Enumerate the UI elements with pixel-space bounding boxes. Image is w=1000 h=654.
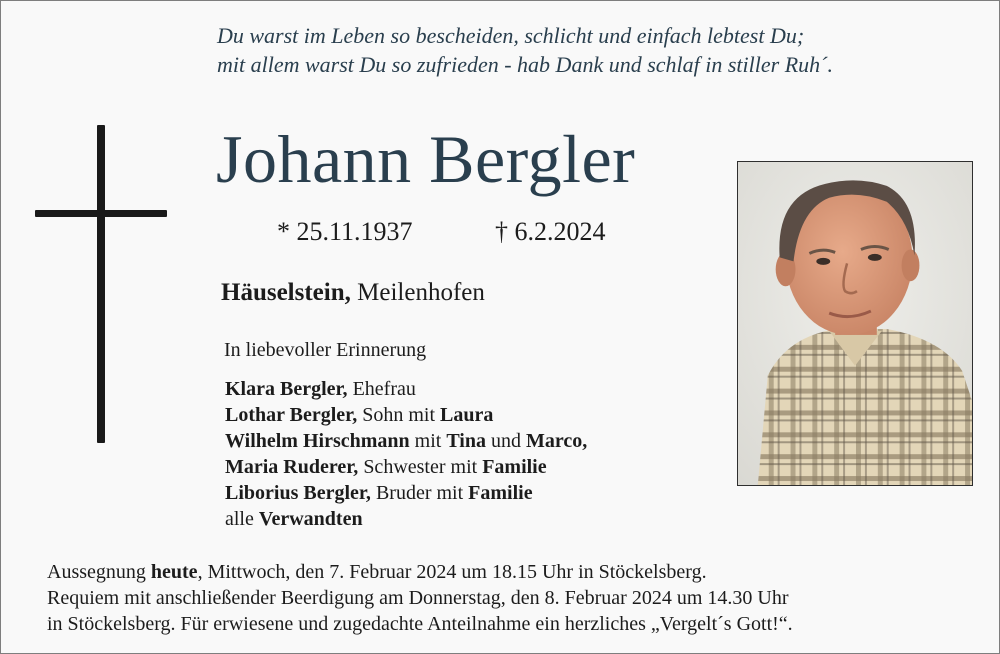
hometown [221,276,485,310]
footer-line-3: in Stöckelsberg. Für erwiesene und zugedachte Anteilnahme ein herzliches „Vergelt´s Gott!“. [47,613,793,635]
service-details [47,559,967,637]
verse-line-2: mit allem warst Du so zufrieden - hab Dank und schlaf in stiller Ruh´. [217,52,833,77]
mourner-row: Liborius Bergler, Bruder mit Familie [225,482,533,504]
death-date: † 6.2.2024 [495,217,606,246]
mourner-row: Klara Bergler, Ehefrau [225,378,416,400]
cross-horizontal-bar [35,210,167,217]
hometown-main: Häuselstein, [221,279,351,306]
portrait-image [738,162,972,485]
birth-date: * 25.11.1937 [277,217,413,246]
verse-line-1: Du warst im Leben so bescheiden, schlicht und einfach lebtest Du; [217,23,805,48]
mourner-row: alle Verwandten [225,508,363,530]
cross-icon [35,125,167,443]
cross-vertical-bar [97,125,105,443]
hometown-sub: Meilenhofen [357,279,485,306]
mourners-list [225,376,587,532]
memory-heading: In liebevoller Erinnerung [224,339,427,361]
mourner-row: Maria Ruderer, Schwester mit Familie [225,456,547,478]
deceased-name: Johann Bergler [216,121,636,197]
footer-line-1: Aussegnung heute, Mittwoch, den 7. Februar 2024 um 18.15 Uhr in Stöckelsberg. [47,561,707,583]
mourner-row: Wilhelm Hirschmann mit Tina und Marco, [225,430,588,452]
footer-line-2: Requiem mit anschließender Beerdigung am Donnerstag, den 8. Februar 2024 um 14.30 Uhr [47,587,789,609]
portrait-photo [737,161,973,486]
mourner-row: Lothar Bergler, Sohn mit Laura [225,404,494,426]
memorial-verse [217,21,977,79]
